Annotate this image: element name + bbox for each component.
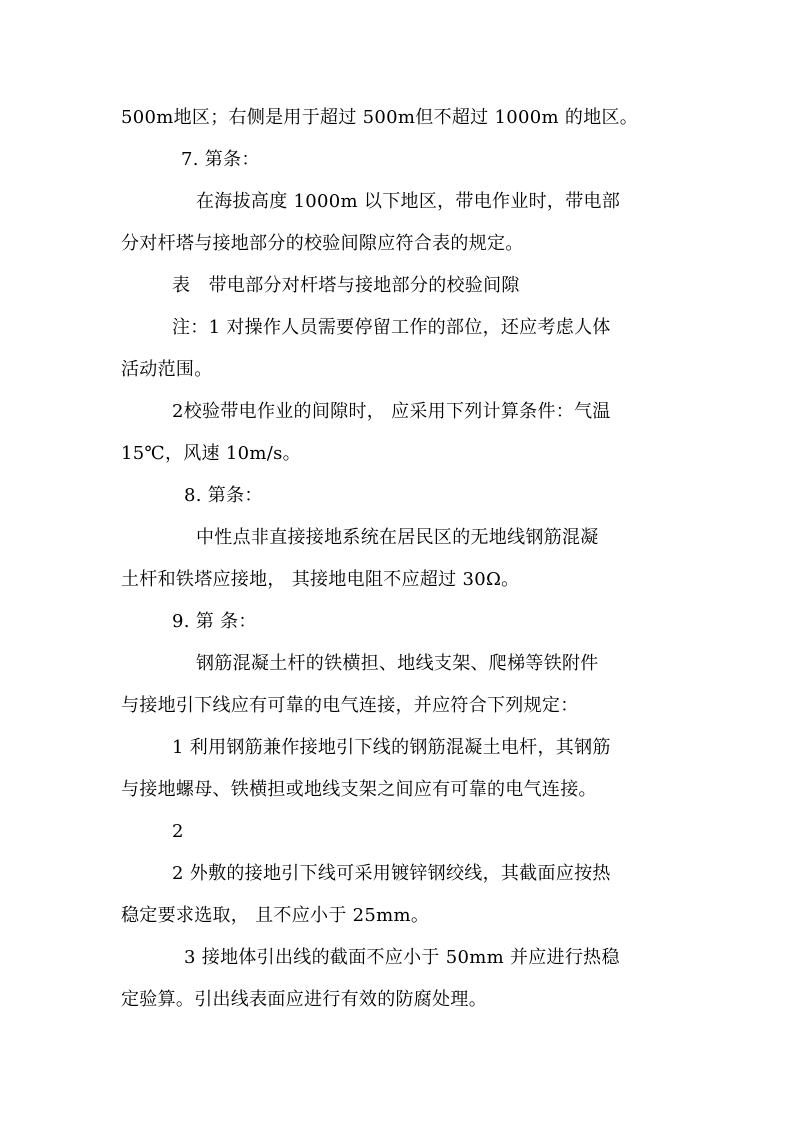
text-line: 与接地引下线应有可靠的电气连接，并应符合下列规定：	[121, 695, 579, 716]
note-line: 注：1 对操作人员需要停留工作的部位，还应考虑人体	[172, 317, 611, 338]
list-item: 稳定要求选取， 且不应小于 25mm。	[121, 905, 430, 926]
note-line: 2校验带电作业的间隙时， 应采用下列计算条件：气温	[172, 401, 611, 422]
table-caption: 表 带电部分对杆塔与接地部分的校验间隙	[172, 275, 520, 296]
text-line: 分对杆塔与接地部分的校验间隙应符合表的规定。	[121, 233, 524, 254]
text-line: 中性点非直接接地系统在居民区的无地线钢筋混凝	[196, 527, 599, 548]
clause-heading: 9. 第 条：	[172, 611, 257, 632]
list-item: 3 接地体引出线的截面不应小于 50mm 并应进行热稳	[184, 947, 620, 968]
note-line: 15℃，风速 10m/s。	[121, 443, 301, 464]
text-line: 钢筋混凝土杆的铁横担、地线支架、爬梯等铁附件	[196, 653, 599, 674]
clause-heading: 8. 第条：	[184, 485, 263, 506]
text-line: 在海拔高度 1000m 以下地区，带电作业时，带电部	[196, 191, 621, 212]
note-line: 活动范围。	[121, 359, 213, 380]
clause-heading: 7. 第条：	[181, 149, 260, 170]
text-line: 土杆和铁塔应接地， 其接地电阻不应超过 30Ω。	[121, 569, 520, 590]
list-item: 2	[172, 821, 184, 842]
list-item: 2 外敷的接地引下线可采用镀锌钢绞线，其截面应按热	[172, 863, 611, 884]
list-item: 1 利用钢筋兼作接地引下线的钢筋混凝土电杆，其钢筋	[172, 737, 611, 758]
list-item: 与接地螺母、铁横担或地线支架之间应有可靠的电气连接。	[121, 779, 597, 800]
list-item: 定验算。引出线表面应进行有效的防腐处理。	[121, 989, 487, 1010]
text-line: 500m地区；右侧是用于超过 500m但不超过 1000m 的地区。	[121, 107, 639, 128]
